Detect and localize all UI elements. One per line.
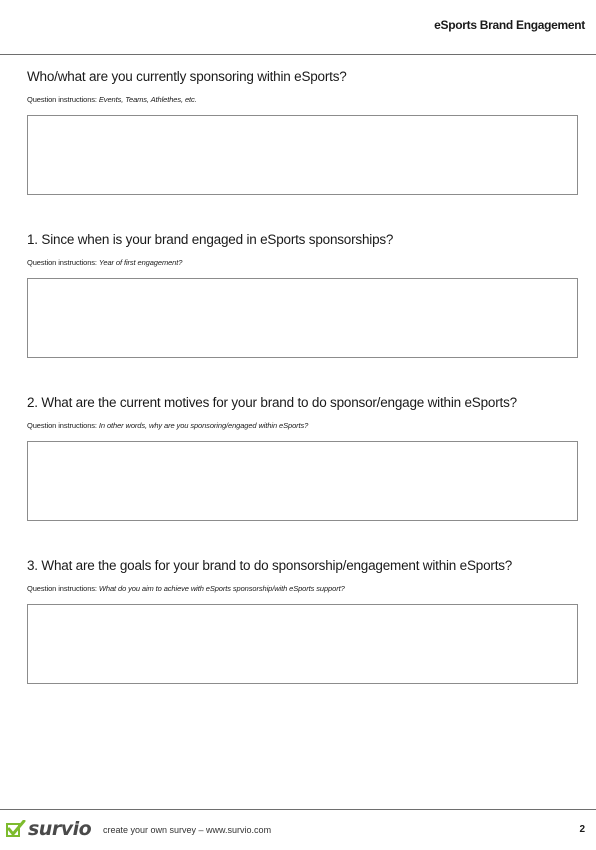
question-instructions: [27, 584, 580, 593]
header-divider: [0, 54, 596, 55]
question-instructions: [27, 258, 580, 267]
instructions-text: Events, Teams, Athlethes, etc.: [98, 95, 197, 104]
document-title: eSports Brand Engagement: [434, 18, 585, 32]
instructions-text: In other words, why are you sponsoring/engaged within eSports?: [98, 421, 309, 430]
instructions-label: Question instructions:: [27, 258, 97, 267]
answer-field[interactable]: [27, 278, 578, 358]
logo-wordmark: survio: [28, 818, 92, 840]
question-title: 2. What are the current motives for your brand to do sponsor/engage within eSports?: [27, 395, 517, 410]
survio-logo[interactable]: [6, 817, 91, 841]
question-title: 3. What are the goals for your brand to do sponsorship/engagement within eSports?: [27, 558, 513, 573]
question-block: [27, 69, 580, 195]
page-number: 2: [579, 824, 585, 835]
instructions-label: Question instructions:: [27, 95, 97, 104]
footer-tagline: create your own survey – www.survio.com: [103, 825, 272, 835]
question-block: [27, 395, 580, 521]
question-instructions: [27, 95, 580, 104]
question-title: 1. Since when is your brand engaged in eSports sponsorships?: [27, 232, 394, 247]
question-instructions: [27, 421, 580, 430]
check-stroke: [9, 821, 24, 834]
answer-field[interactable]: [27, 604, 578, 684]
instructions-label: Question instructions:: [27, 584, 97, 593]
question-block: [27, 232, 580, 358]
instructions-label: Question instructions:: [27, 421, 97, 430]
checkmark-icon: [6, 820, 26, 838]
instructions-text: Year of first engagement?: [98, 258, 183, 267]
question-block: [27, 558, 580, 684]
footer-divider: [0, 809, 596, 810]
instructions-text: What do you aim to achieve with eSports sponsorship/with eSports support?: [98, 584, 345, 593]
answer-field[interactable]: [27, 115, 578, 195]
question-title: Who/what are you currently sponsoring within eSports?: [27, 69, 347, 84]
answer-field[interactable]: [27, 441, 578, 521]
